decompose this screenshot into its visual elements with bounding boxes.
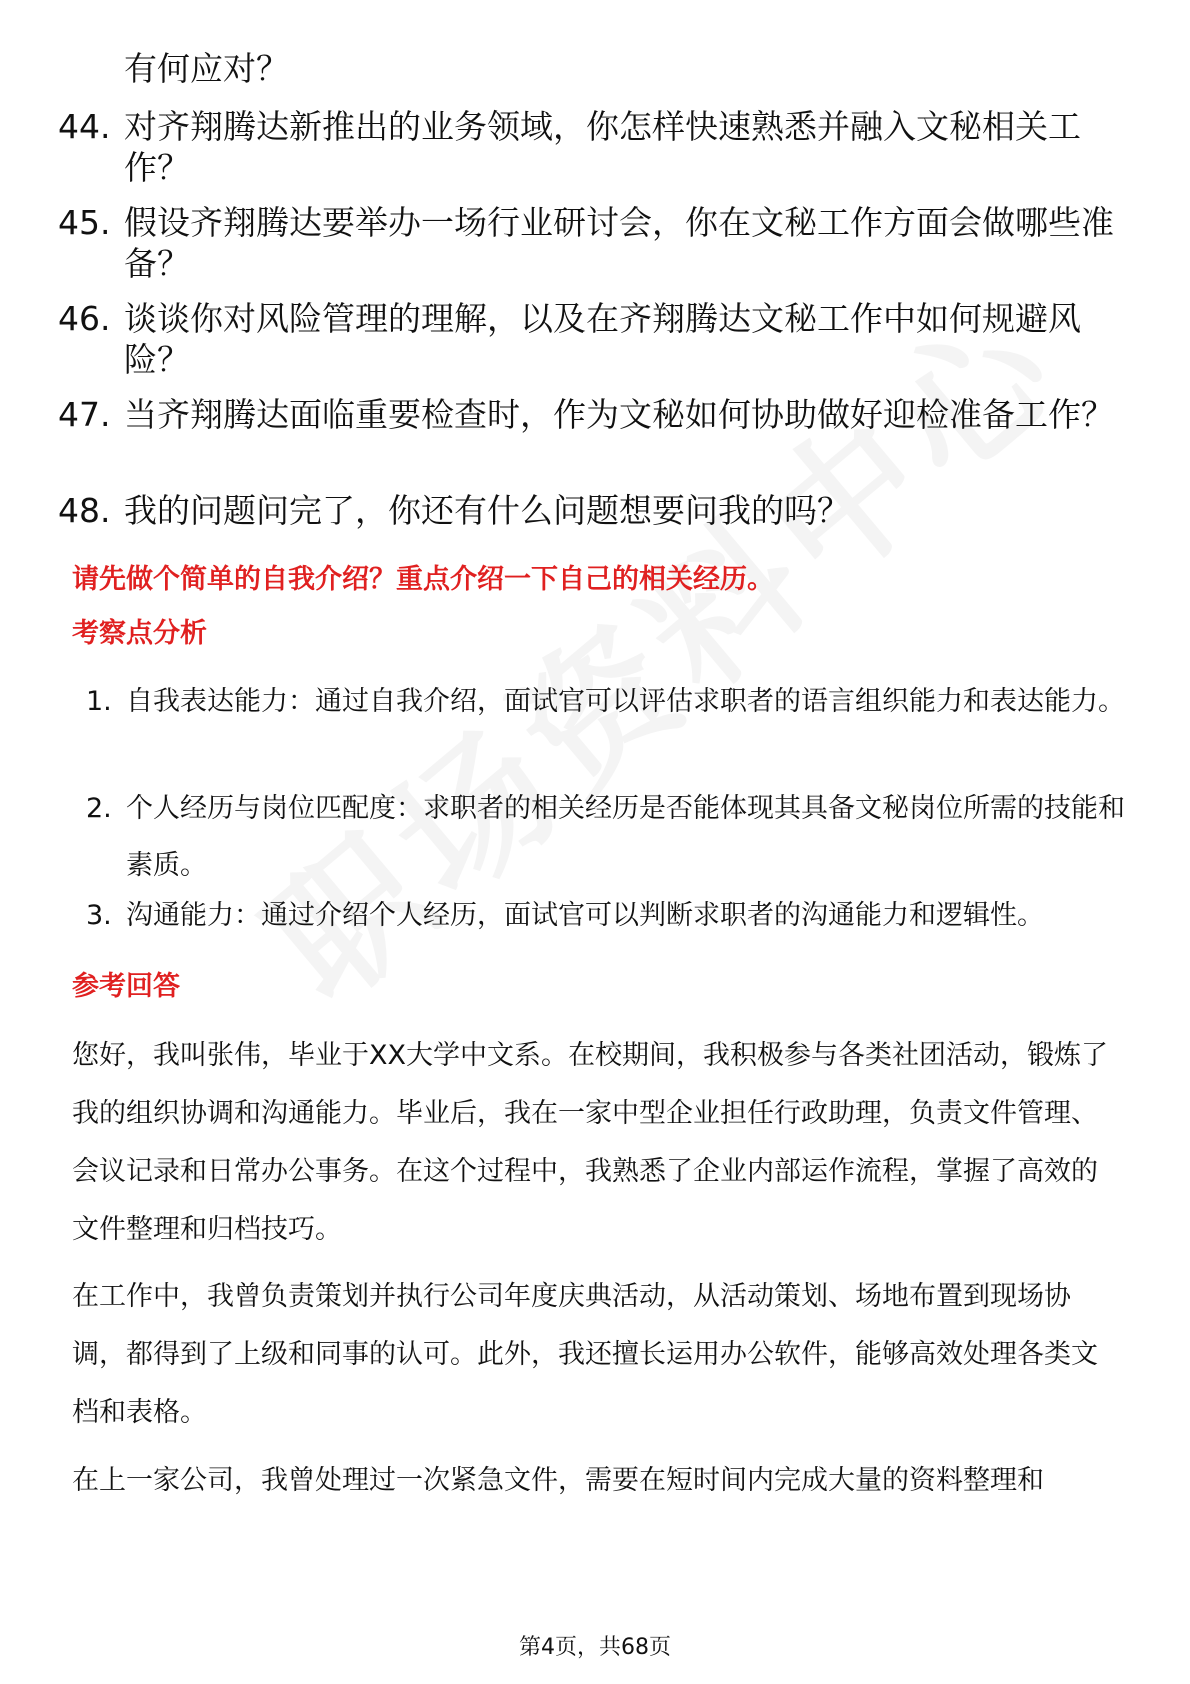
analysis-number: 3. bbox=[86, 900, 112, 931]
question-number: 44. bbox=[58, 107, 111, 146]
answer-paragraph: 您好，我叫张伟，毕业于XX大学中文系。在校期间，我积极参与各类社团活动，锻炼了我的组织协调和沟通能力。毕业后，我在一家中型企业担任行政助理，负责文件管理、会议记录和日常办公事务。在这个过程中，我熟悉了企业内部运作流程，掌握了高效的文件整理和归档技巧。 bbox=[72, 1040, 1108, 1245]
answer-paragraph: 在工作中，我曾负责策划并执行公司年度庆典活动，从活动策划、场地布置到现场协调，都得到了上级和同事的认可。此外，我还擅长运用办公软件，能够高效处理各类文档和表格。 bbox=[72, 1281, 1098, 1428]
section-question: 请先做个简单的自我介绍？重点介绍一下自己的相关经历。 bbox=[72, 564, 774, 595]
analysis-text: 自我表达能力：通过自我介绍，面试官可以评估求职者的语言组织能力和表达能力。 bbox=[126, 686, 1125, 717]
analysis-number: 1. bbox=[86, 686, 112, 717]
question-number: 48. bbox=[58, 491, 111, 530]
page-footer: 第4页，共68页 bbox=[519, 1635, 671, 1660]
question-text: 我的问题问完了，你还有什么问题想要问我的吗？ bbox=[124, 491, 850, 530]
question-text: 有何应对？ bbox=[124, 49, 289, 88]
question-number: 46. bbox=[58, 299, 111, 338]
question-text: 当齐翔腾达面临重要检查时，作为文秘如何协助做好迎检准备工作？ bbox=[124, 395, 1114, 434]
question-number: 45. bbox=[58, 203, 111, 242]
analysis-number: 2. bbox=[86, 793, 112, 824]
question-text: 假设齐翔腾达要举办一场行业研讨会，你在文秘工作方面会做哪些准备？ bbox=[124, 203, 1114, 283]
answer-heading: 参考回答 bbox=[72, 971, 180, 1002]
analysis-text: 个人经历与岗位匹配度：求职者的相关经历是否能体现其具备文秘岗位所需的技能和素质。 bbox=[126, 793, 1125, 881]
question-number: 47. bbox=[58, 395, 111, 434]
analysis-heading: 考察点分析 bbox=[72, 618, 207, 649]
answer-paragraph: 在上一家公司，我曾处理过一次紧急文件，需要在短时间内完成大量的资料整理和 bbox=[72, 1465, 1044, 1496]
question-text: 谈谈你对风险管理的理解，以及在齐翔腾达文秘工作中如何规避风险？ bbox=[124, 299, 1081, 379]
analysis-text: 沟通能力：通过介绍个人经历，面试官可以判断求职者的沟通能力和逻辑性。 bbox=[126, 900, 1044, 931]
question-text: 对齐翔腾达新推出的业务领域，你怎样快速熟悉并融入文秘相关工作？ bbox=[124, 107, 1081, 187]
